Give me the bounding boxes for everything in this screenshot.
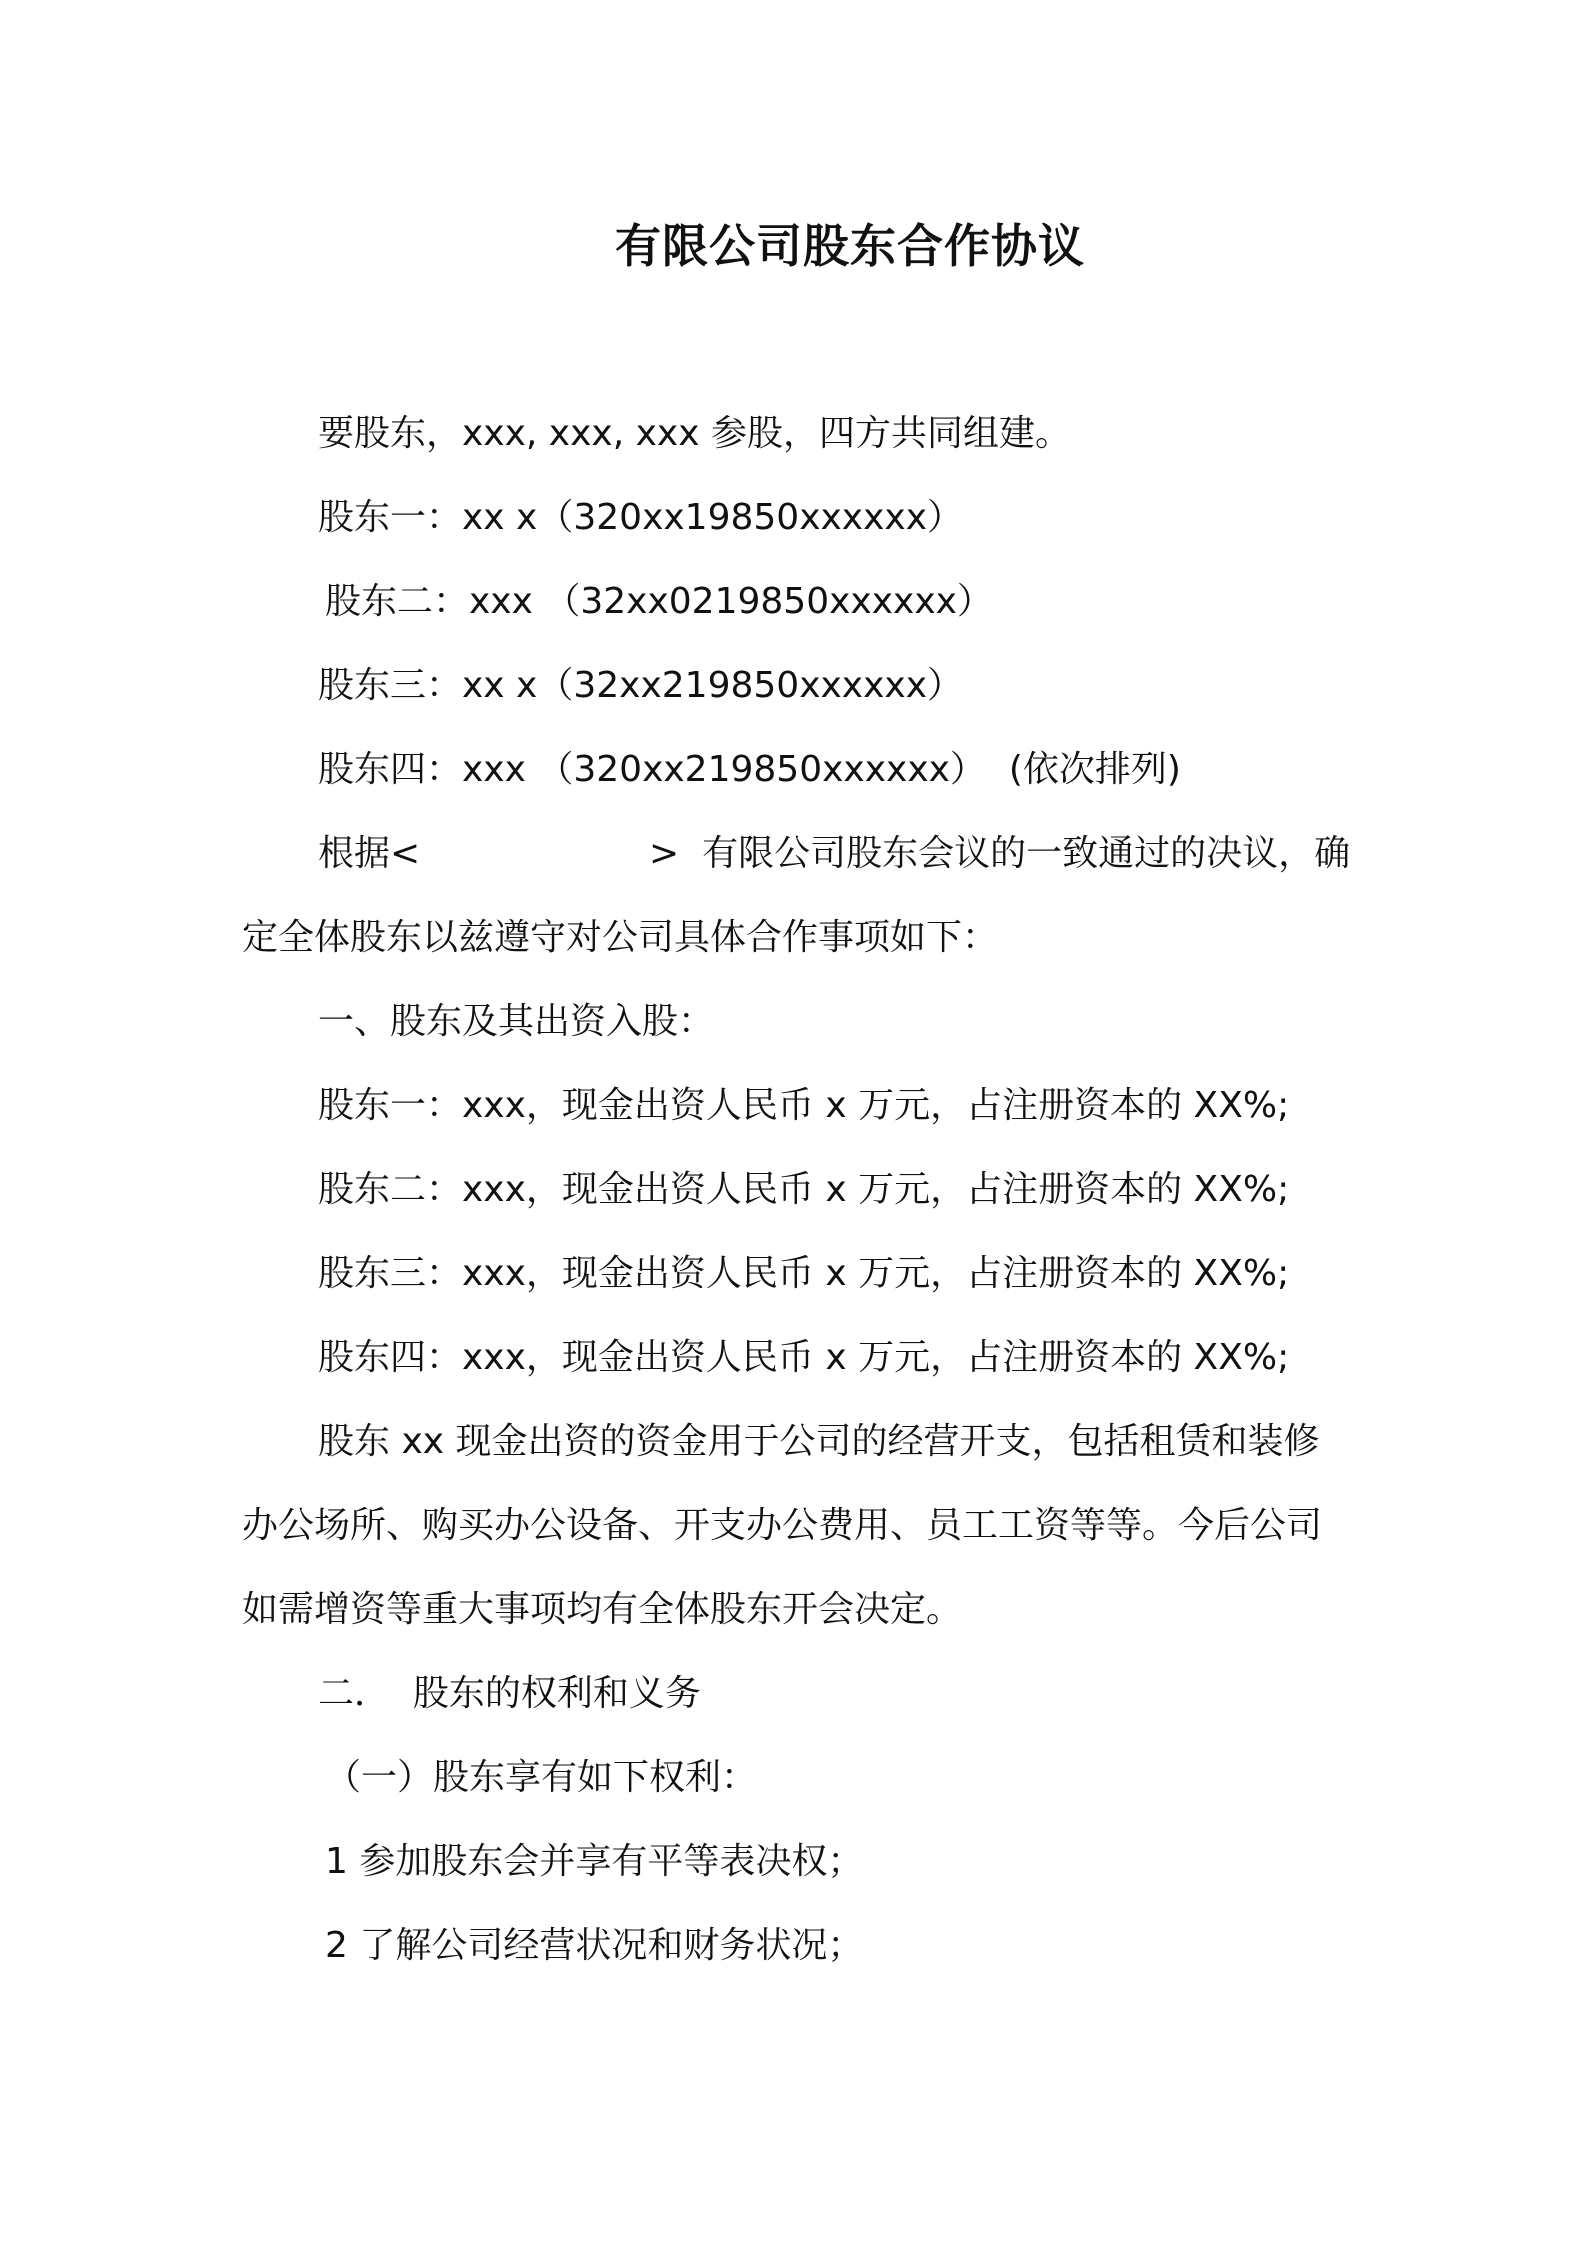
section-1-heading: 一、股东及其出资入股： [318,1001,715,1042]
paragraph-funds-line3: 如需增资等重大事项均有全体股东开会决定。 [242,1589,963,1630]
document-title: 有限公司股东合作协议 [615,219,1085,273]
shareholder-1-id: 股东一：xx x（320xx19850xxxxxx） [318,497,964,538]
paragraph-funds-line1: 股东 xx 现金出资的资金用于公司的经营开支，包括租赁和装修 [318,1421,1320,1462]
shareholder-3-id: 股东三：xx x（32xx219850xxxxxx） [318,665,964,706]
paragraph-funds-line2: 办公场所、购买办公设备、开支办公费用、员工工资等等。今后公司 [242,1505,1323,1546]
paragraph-basis-line1: 根据< > 有限公司股东会议的一致通过的决议，确 [318,833,1351,874]
paragraph-basis-line2: 定全体股东以兹遵守对公司具体合作事项如下： [242,917,999,958]
shareholder-2-id: 股东二：xxx （32xx0219850xxxxxx） [325,581,993,622]
section-2-heading: 二． 股东的权利和义务 [318,1673,701,1714]
shareholder-3-capital: 股东三：xxx，现金出资人民币 x 万元，占注册资本的 XX%; [318,1253,1290,1294]
shareholder-1-capital: 股东一：xxx，现金出资人民币 x 万元，占注册资本的 XX%; [318,1085,1290,1126]
right-item-2: 2 了解公司经营状况和财务状况； [325,1925,864,1966]
shareholder-4-capital: 股东四：xxx，现金出资人民币 x 万元，占注册资本的 XX%; [318,1337,1290,1378]
subsection-rights-heading: （一）股东享有如下权利： [325,1757,758,1798]
right-item-1: 1 参加股东会并享有平等表决权； [325,1841,864,1882]
shareholder-2-capital: 股东二：xxx，现金出资人民币 x 万元，占注册资本的 XX%; [318,1169,1290,1210]
paragraph-intro: 要股东，xxx, xxx, xxx 参股，四方共同组建。 [318,413,1071,454]
shareholder-4-id: 股东四：xxx （320xx219850xxxxxx） (依次排列) [318,749,1181,790]
